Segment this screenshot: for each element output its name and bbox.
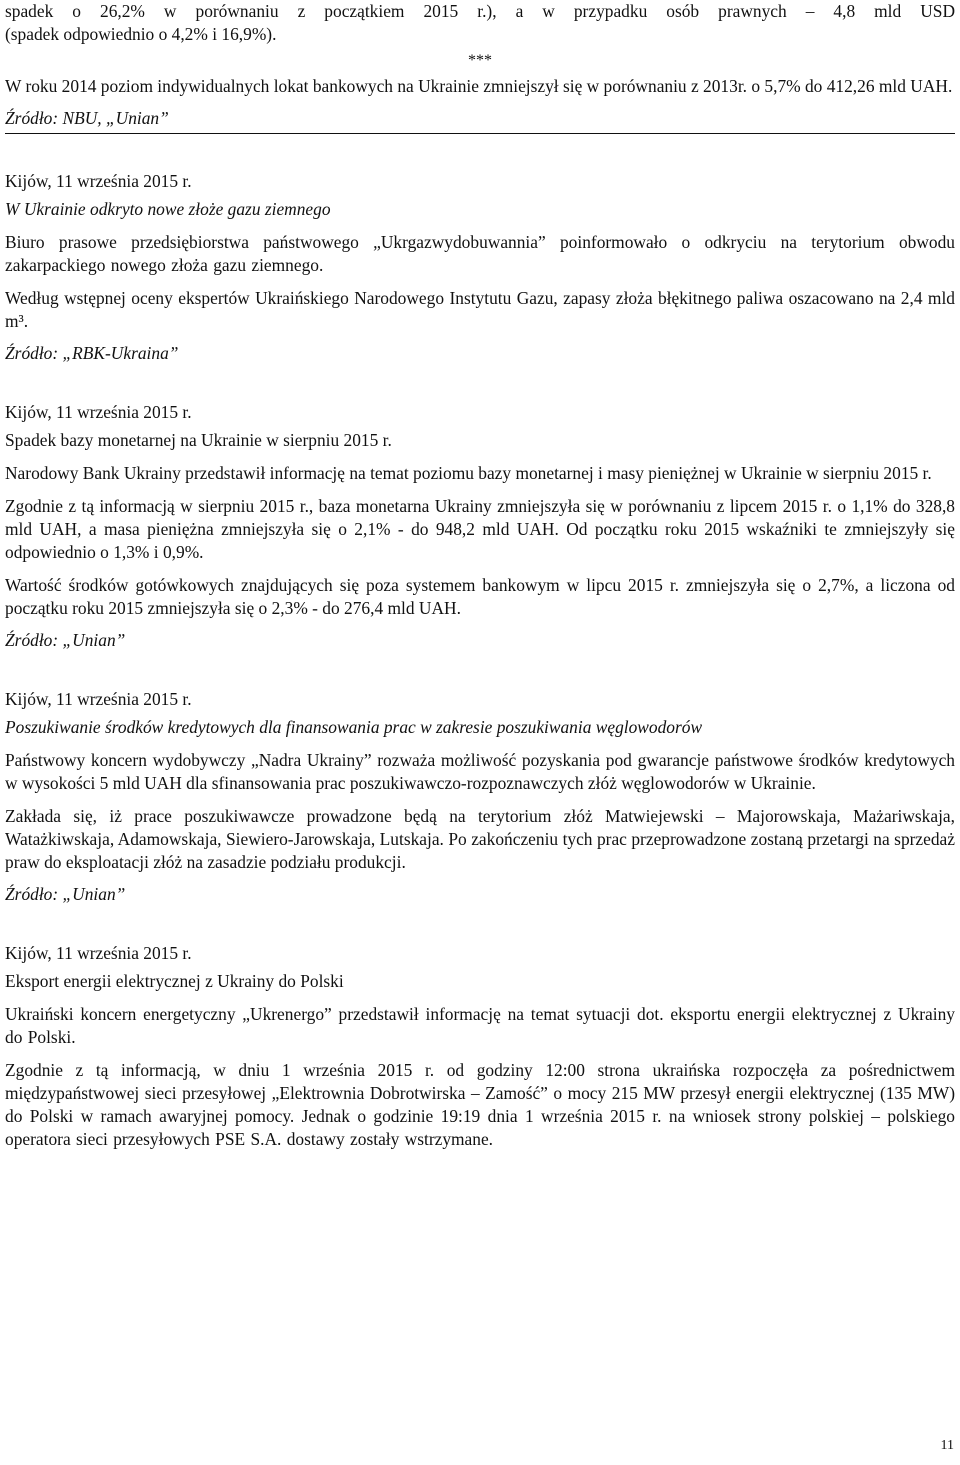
paragraph: W roku 2014 poziom indywidualnych lokat bankowych na Ukrainie zmniejszył się w porównaniu z 2013r. o 5,7% do 412,26 mld UAH. — [5, 76, 953, 96]
article-paragraph: Według wstępnej oceny ekspertów Ukraińskiego Narodowego Instytutu Gazu, zapasy złoża błękitnego paliwa oszacowano na 2,4 mld m³. — [5, 288, 955, 331]
article-paragraph: Biuro prasowe przedsiębiorstwa państwowego „Ukrgazwydobuwannia” poinformowało o odkryciu na terytorium obwodu zakarpackiego nowego złoża gazu ziemnego. — [5, 232, 955, 275]
article-title: Eksport energii elektrycznej z Ukrainy do Polski — [5, 971, 344, 991]
source-line: Źródło: NBU, „Unian” — [5, 107, 955, 134]
article-paragraph: Wartość środków gotówkowych znajdujących się poza systemem bankowym w lipcu 2015 r. zmniejszyła się o 2,7%, a liczona od początku roku 2015 zmniejszyła się o 2,3% - do 276,4 mld UAH. — [5, 575, 955, 618]
article-date: Kijów, 11 września 2015 r. — [5, 171, 192, 191]
article-title: Poszukiwanie środków kredytowych dla finansowania prac w zakresie poszukiwania węglowodorów — [5, 717, 703, 737]
article-date: Kijów, 11 września 2015 r. — [5, 943, 192, 963]
document-page — [5, 0, 955, 1151]
article-date: Kijów, 11 września 2015 r. — [5, 689, 192, 709]
article-source: Źródło: „Unian” — [5, 630, 126, 650]
section-separator: *** — [468, 52, 492, 69]
continuation-line-2: (spadek odpowiednio o 4,2% i 16,9%). — [5, 24, 277, 44]
page-number: 11 — [940, 1438, 954, 1453]
article-source: Źródło: „RBK-Ukraina” — [5, 343, 179, 363]
article-paragraph: Zgodnie z tą informacją w sierpniu 2015 r., baza monetarna Ukrainy zmniejszyła się w porównaniu z lipcem 2015 r. o 1,1% do 328,8 mld UAH, a masa pieniężna zmniejszyła się o 2,1% - do 948,2 mld UAH. Od początku roku 2015 wskaźniki te zmniejszyły się odpowiednio o 1,3% i 0,9%. — [5, 496, 955, 562]
article-title: Spadek bazy monetarnej na Ukrainie w sierpniu 2015 r. — [5, 430, 392, 450]
article-date: Kijów, 11 września 2015 r. — [5, 402, 192, 422]
article-paragraph: Narodowy Bank Ukrainy przedstawił informację na temat poziomu bazy monetarnej i masy pieniężnej w Ukrainie w sierpniu 2015 r. — [5, 463, 932, 483]
article-source: Źródło: „Unian” — [5, 884, 126, 904]
article-paragraph: Państwowy koncern wydobywczy „Nadra Ukrainy” rozważa możliwość pozyskania pod gwarancje państwowe środków kredytowych w wysokości 5 mld UAH dla sfinansowania prac poszukiwawczo-rozpoznawczych złóż węglowodorów w Ukrainie. — [5, 750, 955, 793]
article-paragraph: Ukraiński koncern energetyczny „Ukrenergo” przedstawił informację na temat sytuacji dot. eksportu energii elektrycznej z Ukrainy do Polski. — [5, 1004, 955, 1047]
article-paragraph: Zakłada się, iż prace poszukiwawcze prowadzone będą na terytorium złóż Matwiejewski – Majorowskaja, Mażariwskaja, Watażkiwskaja, Adamowskaja, Siewiero-Jarowskaja, Lutskaja. Po zakończeniu tych prac przeprowadzone zostaną przetargi na sprzedaż praw do eksploatacji złóż na zasadzie podziału produkcji. — [5, 806, 955, 872]
continuation-line-1: spadek o 26,2% w porównaniu z początkiem 2015 r.), a w przypadku osób prawnych – 4,8 mld USD — [5, 1, 955, 21]
article-title: W Ukrainie odkryto nowe złoże gazu ziemnego — [5, 199, 331, 219]
article-paragraph: Zgodnie z tą informacją, w dniu 1 września 2015 r. od godziny 12:00 strona ukraińska rozpoczęła za pośrednictwem międzypaństwowej sieci przesyłowej „Elektrownia Dobrotwirska – Zamość” o mocy 215 MW przesył energii elektrycznej (135 MW) do Polski w ramach awaryjnej pomocy. Jednak o godzinie 19:19 dnia 1 września 2015 r. na wniosek strony polskiej – polskiego operatora sieci przesyłowych PSE S.A. dostawy zostały wstrzymane. — [5, 1060, 955, 1149]
